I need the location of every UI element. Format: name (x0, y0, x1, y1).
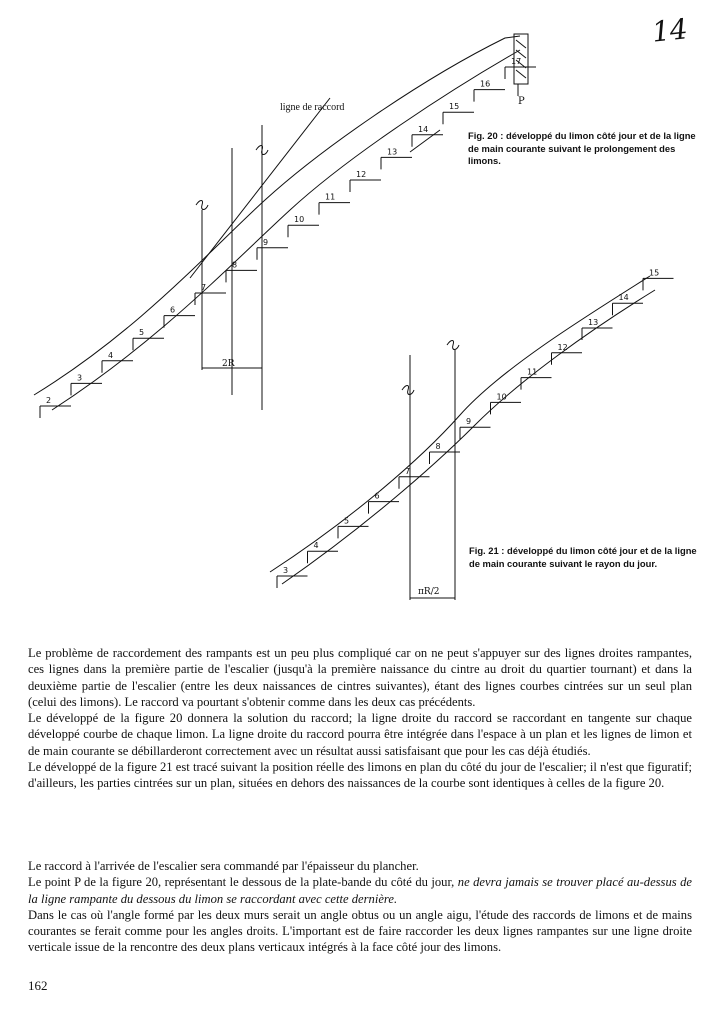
fig21-step-8: 8 (435, 442, 441, 451)
fig21-pir2-label: πR/2 (418, 587, 440, 597)
fig20-step-6: 6 (170, 305, 176, 315)
fig21-step-15: 15 (649, 268, 660, 278)
fig20-axis-symbol-left (196, 201, 208, 210)
fig20-step-11: 11 (325, 192, 336, 202)
fig20-step-profile (40, 67, 536, 418)
fig20-step-12: 12 (356, 170, 367, 179)
fig20-step-16: 16 (480, 79, 491, 89)
fig20-step-5: 5 (139, 328, 145, 338)
fig21-step-10: 10 (496, 392, 507, 402)
fig20-raccord-line (190, 98, 330, 278)
figure-20-drawing (34, 34, 536, 418)
fig21-axis-symbol-right (447, 341, 459, 350)
fig20-step-17: 17 (511, 57, 522, 66)
fig21-step-profile (277, 278, 674, 588)
fig21-stringer-line (282, 290, 655, 584)
fig20-step-13: 13 (387, 147, 398, 157)
fig21-step-4: 4 (313, 541, 319, 551)
fig20-step-4: 4 (108, 350, 114, 360)
fig21-step-14: 14 (618, 293, 629, 303)
fig21-step-13: 13 (588, 318, 599, 327)
body-text-part-1 (28, 645, 692, 792)
paragraph-2: Le développé de la figure 20 donnera la solution du raccord; la ligne droite du raccord se raccordant en tangente sur chaque développé courbe de chaque limon. La ligne droite du raccord pourra être intégrée dans l'espace à un plan et les lignes de limon et de main courante se débillarderont correctement avec un résultat aussi satisfaisant que pour les cas déjà étudiés. (28, 711, 692, 758)
page-number: 162 (28, 978, 48, 993)
fig20-handrail-line (34, 36, 520, 395)
fig21-step-9: 9 (466, 417, 472, 427)
fig20-2r-label: 2R (222, 359, 235, 369)
figure-20-caption: Fig. 20 : développé du limon côté jour et de la ligne de main courante suivant le prolongement des limons. (468, 130, 696, 166)
fig20-step-9: 9 (263, 237, 269, 247)
fig20-step-7: 7 (201, 283, 207, 292)
handwritten-page-number: 14 (650, 12, 690, 49)
paragraph-3: Le développé de la figure 21 est tracé suivant la position réelle des limons en plan du côté du jour de l'escalier; il n'est que figuratif; d'ailleurs, les parties cintrées sur un plan, situées en dehors des naissances de la courbe sont identiques à celles de la figure 20. (28, 760, 692, 791)
fig20-step-15: 15 (449, 102, 460, 112)
fig21-step-12: 12 (557, 342, 568, 352)
fig20-step-2: 2 (46, 396, 52, 405)
fig20-point-p-label: P (518, 96, 525, 107)
paragraph-5-text: Le point P de la figure 20, représentant le dessous de la plate-bande du côté du jour, (28, 875, 455, 890)
paragraph-1: Le problème de raccordement des rampants est un peu plus compliqué car on ne peut s'appuyer sur des lignes droites rampantes, ces lignes dans la première partie de l'escalier (jusqu'à la première naissance du cintre au droit du quartier tournant) et dans la deuxième partie de l'escalier (entre les deux naissances de cintres suivantes), étant des lignes courbes cintrées sur un seul plan (celui des limons). Le raccord va pourtant s'obtenir comme dans les deux cas précédents. (28, 646, 692, 709)
body-text-part-2 (28, 858, 692, 956)
fig21-step-3: 3 (283, 566, 289, 575)
fig20-step-3: 3 (77, 373, 83, 383)
paragraph-6: Dans le cas où l'angle formé par les deux murs serait un angle obtus ou un angle aigu, l'étude des raccords de limons et de mains courantes se ferait comme pour les angles droits. L'important est de faire raccorder les deux lignes rampantes sur une ligne droite verticale issue de la rencontre des deux plans verticaux intégrés à la face côté jour des limons. (28, 907, 692, 955)
fig21-step-7: 7 (405, 466, 411, 476)
fig20-step-8: 8 (232, 260, 238, 270)
figure-21-caption: Fig. 21 : développé du limon côté jour et de la ligne de main courante suivant le rayon du jour. (469, 545, 697, 569)
paragraph-5-italic: ne devra jamais se trouver placé au-dessus de la ligne rampante du dessous du limon se raccordant avec cette dernière. (28, 875, 692, 906)
fig21-axis-symbol-left (402, 386, 414, 395)
paragraph-5 (28, 874, 692, 907)
fig20-step-10: 10 (294, 215, 305, 225)
paragraph-4: Le raccord à l'arrivée de l'escalier sera commandé par l'épaisseur du plancher. (28, 859, 419, 873)
fig20-step-14: 14 (418, 124, 429, 134)
fig21-step-5: 5 (344, 516, 350, 526)
fig21-step-11: 11 (527, 367, 538, 377)
fig21-step-6: 6 (374, 491, 380, 501)
raccord-line-label: ligne de raccord (280, 102, 345, 113)
